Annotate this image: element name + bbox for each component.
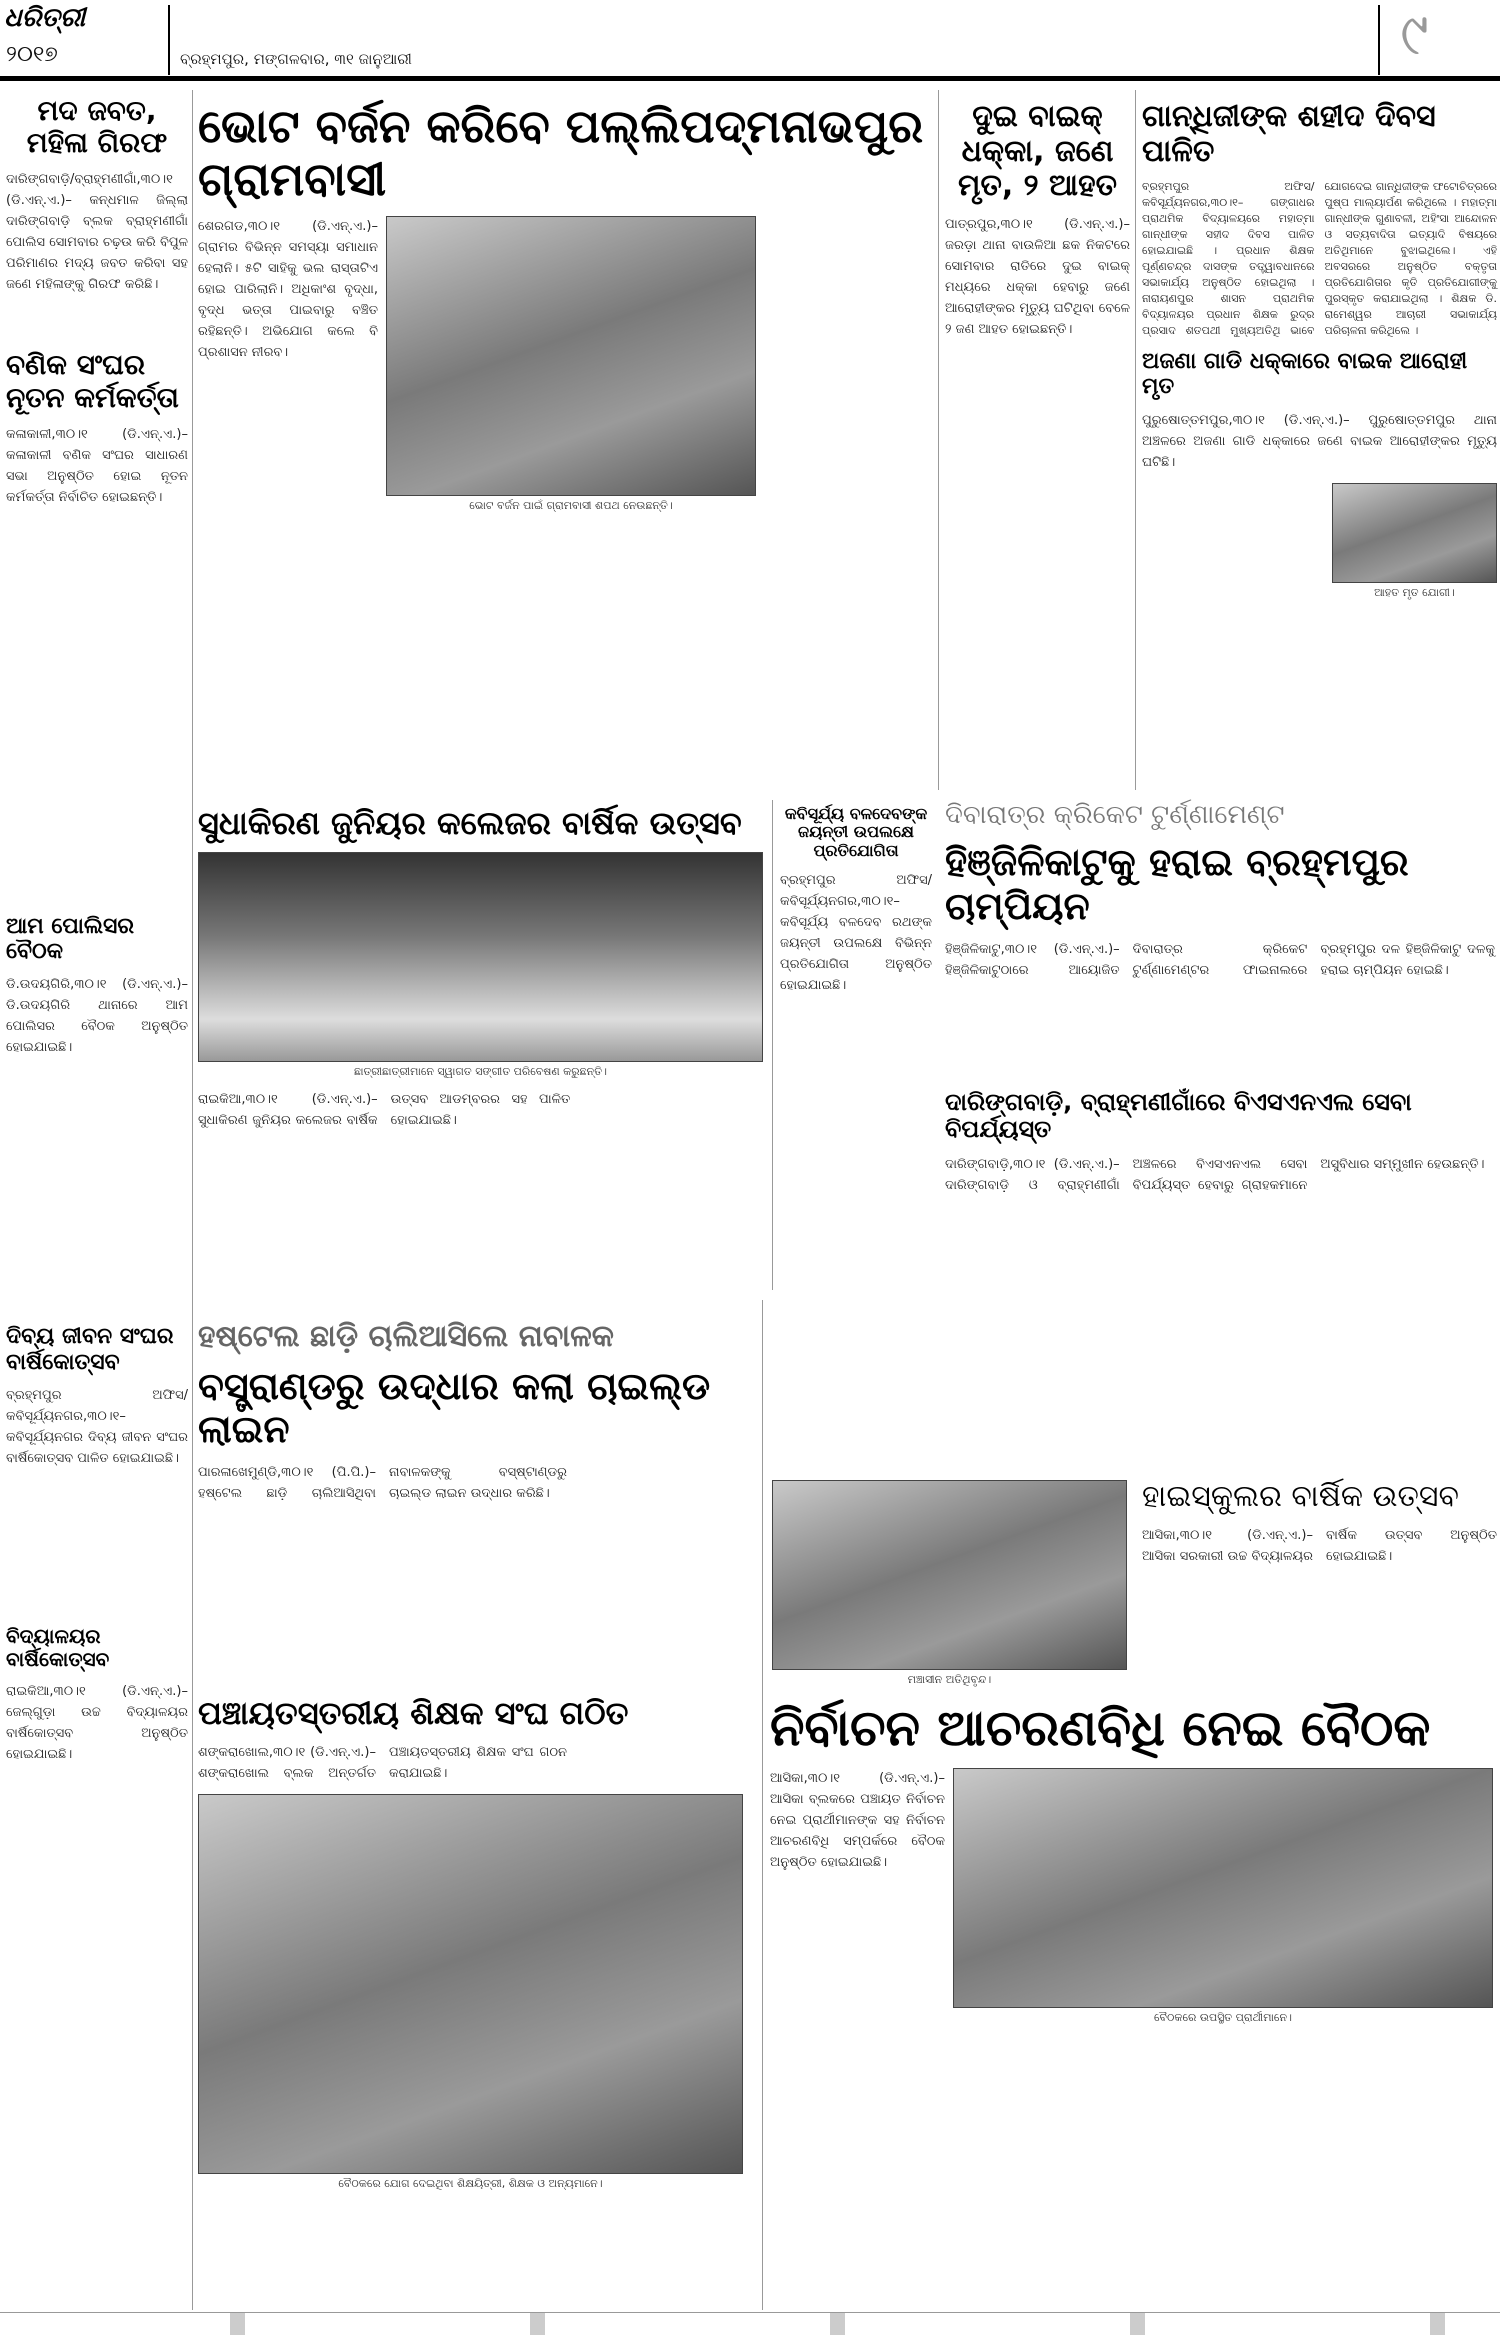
article-body: ଆସିକା,୩୦।୧ (ଡି.ଏନ୍.ଏ.)– ଆସିକା ସରକାରୀ ଉଚ୍ଚ ବିଦ୍ୟାଳୟର ବାର୍ଷିକ ଉତ୍ସବ ଅନୁଷ୍ଠିତ ହୋଇଯାଇଛି। — [1142, 1527, 1497, 1564]
photo-caption: ଭୋଟ ବର୍ଜନ ପାଇଁ ଗ୍ରାମବାସୀ ଶପଥ ନେଉଛନ୍ତି। — [469, 498, 673, 512]
headline: ଅଜଣା ଗାଡି ଧକ୍କାରେ ବାଇକ ଆରୋହୀ ମୃତ — [1142, 349, 1468, 400]
article-body: ଶେରଗଡ,୩୦।୧ (ଡି.ଏନ୍.ଏ.)– ଗ୍ରାମର ବିଭିନ୍ନ ସମସ୍ୟା ସମାଧାନ ହେଲାନି। ୫ଟି ସାହିକୁ ଭଲ ରାସ୍ତାଟିଏ ହୋଇ ପାରିଲାନି। ଅଧିକାଂଶ ବୃଦ୍ଧା, ବୃଦ୍ଧ ଭତ୍ତା ପାଇବାରୁ ବଞ୍ଚିତ ରହିଛନ୍ତି। ଅଭିଯୋଗ କଲେ ବି ପ୍ରଶାସନ ନୀରବ। — [198, 218, 378, 360]
article-body: ଶଙ୍କରାଖୋଲ,୩୦।୧ (ଡି.ଏନ୍.ଏ.)– ଶଙ୍କରାଖୋଲ ବ୍ଲକ ଅନ୍ତର୍ଗତ ପଞ୍ଚାୟତସ୍ତରୀୟ ଶିକ୍ଷକ ସଂଘ ଗଠନ କରାଯାଇଛି। — [198, 1744, 567, 1781]
headline: ଗାନ୍ଧିଜୀଙ୍କ ଶହୀଦ ଦିବସ ପାଳିତ — [1142, 99, 1436, 169]
injured-photo — [1332, 483, 1497, 583]
headline: ବିଦ୍ୟାଳୟର ବାର୍ଷିକୋତ୍ସବ — [6, 1623, 110, 1671]
photo-figure — [772, 1480, 1127, 1687]
left-column — [6, 95, 188, 1765]
article-body: ଦାରିଙ୍ଗବାଡ଼ି/ବ୍ରାହ୍ମଣୀଗାଁ,୩୦।୧ (ଡି.ଏନ୍.ଏ.)– କନ୍ଧମାଳ ଜିଲ୍ଲା ଦାରିଙ୍ଗବାଡ଼ି ବ୍ଲକ ବ୍ରାହ୍ମଣୀଗାଁ ପୋଲିସ ସୋମବାର ଚଢ଼ଉ କରି ବିପୁଳ ପରିମାଣର ମଦ୍ୟ ଜବତ କରିବା ସହ ଜଣେ ମହିଳାଙ୍କୁ ଗିରଫ କରିଛି। — [6, 172, 188, 293]
masthead-dateline: ବ୍ରହ୍ମପୁର, ମଙ୍ଗଳବାର, ୩୧ ଜାନୁଆରୀ — [180, 50, 412, 68]
headline: ଆମ ପୋଲିସର ବୈଠକ — [6, 913, 135, 965]
masthead-rule — [0, 76, 1500, 81]
kicker: ହଷ୍ଟେଲ ଛାଡ଼ି ଚାଲିଆସିଲେ ନାବାଳକ — [198, 1319, 614, 1354]
stage-photo — [772, 1480, 1127, 1670]
headline: ସୁଧାକିରଣ ଜୁନିୟର କଲେଜର ବାର୍ଷିକ ଉତ୍ସବ — [198, 804, 742, 842]
article-body: ରାଇକିଆ,୩୦।୧ (ଡି.ଏନ୍.ଏ.)– ସୁଧାକିରଣ ଜୁନିୟର କଲେଜର ବାର୍ଷିକ ଉତ୍ସବ ଆଡମ୍ବରର ସହ ପାଳିତ ହୋଇଯାଇଛି। — [198, 1091, 571, 1128]
teachers-story — [198, 1695, 758, 2191]
headline: କବିସୂର୍ଯ୍ୟ ବଳଦେବଙ୍କ ଜୟନ୍ତୀ ଉପଲକ୍ଷେ ପ୍ରତିଯୋଗିତା — [784, 804, 928, 860]
photo-caption: ମଞ୍ଚାସୀନ ଅତିଥିବୃନ୍ଦ। — [907, 1673, 992, 1686]
photo-figure — [386, 216, 756, 513]
article-body: ବ୍ରହ୍ମପୁର ଅଫିସ/ କବିସୂର୍ଯ୍ୟନଗର,୩୦।୧– କବିସୂର୍ଯ୍ୟ ବଳଦେବ ରଥଙ୍କ ଜୟନ୍ତୀ ଉପଲକ୍ଷେ ବିଭିନ୍ନ ପ୍ରତିଯୋଗିତା ଅନୁଷ୍ଠିତ ହୋଇଯାଇଛି। — [780, 873, 932, 994]
article-body: ପୁରୁଷୋତ୍ତମପୁର,୩୦।୧ (ଡି.ଏନ୍.ଏ.)– ପୁରୁଷୋତ୍ତମପୁର ଥାନା ଅଞ୍ଚଳରେ ଅଜଣା ଗାଡି ଧକ୍କାରେ ଜଣେ ବାଇକ ଆରୋହୀଙ୍କର ମୃତ୍ୟୁ ଘଟିଛି। — [1142, 412, 1497, 470]
photo-caption: ଛାତ୍ରୀଛାତ୍ରୀମାନେ ସ୍ୱାଗତ ସଙ୍ଗୀତ ପରିବେଷଣ କରୁଛନ୍ତି। — [353, 1064, 607, 1078]
article-body: ପାତ୍ରପୁର,୩୦।୧ (ଡି.ଏନ୍.ଏ.)– ଜରଡ଼ା ଥାନା ବାଉଳିଆ ଛକ ନିକଟରେ ସୋମବାର ରାତିରେ ଦୁଇ ବାଇକ୍ ମଧ୍ୟରେ ଧକ୍କା ହେବାରୁ ଜଣେ ଆରୋହୀଙ୍କର ମୃତ୍ୟୁ ଘଟିଥିବା ବେଳେ ୨ ଜଣ ଆହତ ହୋଇଛନ୍ତି। — [945, 216, 1130, 337]
article-body: ଡି.ଉଦୟଗିରି,୩୦।୧ (ଡି.ଏନ୍.ଏ.)– ଡି.ଉଦୟଗିରି ଥାନାରେ ଆମ ପୋଲିସର ବୈଠକ ଅନୁଷ୍ଠିତ ହୋଇଯାଇଛି। — [6, 977, 188, 1056]
college-photo — [198, 852, 763, 1062]
photo-caption: ବୈଠକରେ ଉପସ୍ଥିତ ପ୍ରାର୍ଥୀମାନେ। — [1154, 2010, 1292, 2024]
photo-caption: ବୈଠକରେ ଯୋଗ ଦେଇଥିବା ଶିକ୍ଷୟିତ୍ରୀ, ଶିକ୍ଷକ ଓ ଅନ୍ୟମାନେ। — [338, 2176, 603, 2190]
hostel-story — [198, 1320, 758, 1504]
divider — [1378, 5, 1380, 75]
column-rule — [938, 90, 939, 790]
lead-story — [198, 100, 933, 513]
election-story — [770, 1700, 1495, 2025]
article-body: ବ୍ରହ୍ମପୁର ଅଫିସ/ କବିସୂର୍ଯ୍ୟନଗର,୩୦।୧– ଗଙ୍ଗାଧର ପ୍ରାଥମିକ ବିଦ୍ୟାଳୟରେ ମହାତ୍ମା ଗାନ୍ଧୀଙ୍କ ସହୀଦ ଦିବସ ପାଳିତ ହୋଇଯାଇଛି । ପ୍ରଧାନ ଶିକ୍ଷକ ପୂର୍ଣ୍ଣଚନ୍ଦ୍ର ଦାସଙ୍କ ତତ୍ତ୍ୱାବଧାନରେ ସଭାକାର୍ଯ୍ୟ ଅନୁଷ୍ଠିତ ହୋଇଥିଲା । ନାରାୟଣପୁର ଶାସନ ପ୍ରାଥମିକ ବିଦ୍ୟାଳୟର ପ୍ରଧାନ ଶିକ୍ଷକ ରୁଦ୍ର ପ୍ରସାଦ ଶତପଥୀ ମୁଖ୍ୟଅତିଥି ଭାବେ ଯୋଗଦେଇ ଗାନ୍ଧିଜୀଙ୍କ ଫଟୋଚିତ୍ରରେ ପୁଷ୍ପ ମାଲ୍ୟାର୍ପଣ କରିଥିଲେ । ମହାତ୍ମା ଗାନ୍ଧୀଙ୍କ ଗୁଣାବଳୀ, ଅହିଂସା ଆନ୍ଦୋଳନ ଓ ସତ୍ୟବାଦିତା ଇତ୍ୟାଦି ବିଷୟରେ ଅତିଥିମାନେ ବୁଝାଇଥିଲେ। ଏହି ଅବସରରେ ଅନୁଷ୍ଠିତ ବକ୍ତୃତା ପ୍ରତିଯୋଗିତାର କୃତି ପ୍ରତିଯୋଗୀଙ୍କୁ ପୁରସ୍କୃତ କରାଯାଇଥିଲା । ଶିକ୍ଷକ ଡି. ରାମେଶ୍ୱର ଆଚାରୀ ସଭାକାର୍ଯ୍ୟ ପରିଚାଳନା କରିଥିଲେ । — [1142, 180, 1497, 337]
headline: ଦୁଇ ବାଇକ୍ ଧକ୍କା, ଜଣେ ମୃତ, ୨ ଆହତ — [958, 99, 1117, 203]
article-body: ରାଇକିଆ,୩୦।୧ (ଡି.ଏନ୍.ଏ.)– ଜେଲ୍ଗୁଡ଼ା ଉଚ୍ଚ ବିଦ୍ୟାଳୟର ବାର୍ଷିକୋତ୍ସବ ଅନୁଷ୍ଠିତ ହୋଇଯାଇଛି। — [6, 1683, 188, 1762]
column-rule — [762, 1300, 763, 2310]
college-story — [198, 805, 763, 1131]
headline: ହିଞ୍ଜିଳିକାଟୁକୁ ହରାଇ ବ୍ରହ୍ମପୁର ଚାମ୍ପିୟନ — [945, 840, 1409, 928]
headline: ବସ୍ତ୍ରାଣ୍ଡରୁ ଉଦ୍ଧାର କଲା ଚାଇଲ୍ଡ ଲାଇନ — [198, 1363, 711, 1452]
column-rule — [1135, 90, 1136, 790]
footer-strip — [0, 2312, 1500, 2335]
cricket-story — [945, 800, 1495, 1196]
masthead — [0, 0, 1500, 80]
photo-caption: ଆହତ ମୃତ ଯୋଗୀ। — [1374, 585, 1455, 599]
article-body: ବ୍ରହ୍ମପୁର ଅଫିସ/କବିସୂର୍ଯ୍ୟନଗର,୩୦।୧– କବିସୂର୍ଯ୍ୟନଗର ଦିବ୍ୟ ଜୀବନ ସଂଘର ବାର୍ଷିକୋତ୍ସବ ପାଳିତ ହୋଇଯାଇଛି। — [6, 1387, 188, 1466]
photo-figure — [198, 852, 763, 1079]
bike-story — [945, 100, 1130, 340]
page-number: ୯ — [1400, 0, 1429, 68]
meeting-photo — [953, 1768, 1493, 2008]
headline: ବଣିକ ସଂଘର ନୂତନ କର୍ମକର୍ତ୍ତା — [6, 348, 179, 414]
article-body: ଆସିକା,୩୦।୧ (ଡି.ଏନ୍.ଏ.)– ଆସିକା ବ୍ଲକରେ ପଞ୍ଚାୟତ ନିର୍ବାଚନ ନେଇ ପ୍ରାର୍ଥୀମାନଙ୍କ ସହ ନିର୍ବାଚନ ଆଚରଣବିଧି ସମ୍ପର୍କରେ ବୈଠକ ଅନୁଷ୍ଠିତ ହୋଇଯାଇଛି। — [770, 1770, 945, 1870]
headline: ପଞ୍ଚାୟତସ୍ତରୀୟ ଶିକ୍ଷକ ସଂଘ ଗଠିତ — [198, 1694, 629, 1732]
headline: ମଦ ଜବତ, ମହିଳା ଗିରଫ — [26, 94, 168, 160]
masthead-logo: ଧରିତ୍ରୀ — [4, 3, 86, 33]
group-photo — [198, 1794, 743, 2174]
divider — [168, 5, 170, 75]
column-rule — [192, 90, 193, 2310]
photo-figure — [1332, 483, 1497, 600]
masthead-year: ୨୦୧୭ — [6, 42, 58, 67]
photo-figure — [198, 1794, 743, 2191]
column-rule — [772, 800, 773, 1290]
article-body: କଳାକାଳୀ,୩୦।୧ (ଡି.ଏନ୍.ଏ.)– କଳାକାଳୀ ବଣିକ ସଂଘର ସାଧାରଣ ସଭା ଅନୁଷ୍ଠିତ ହୋଇ ନୂତନ କର୍ମକର୍ତ୍ତା ନିର୍ବାଚିତ ହୋଇଛନ୍ତି। — [6, 426, 188, 505]
right-column-top — [1142, 100, 1497, 600]
kicker: ଦିବାରାତ୍ର କ୍ରିକେଟ ଟୁର୍ଣ୍ଣାମେଣ୍ଟ — [945, 800, 1285, 830]
article-body: ହିଞ୍ଜିଳିକାଟୁ,୩୦।୧ (ଡି.ଏନ୍.ଏ.)– ହିଞ୍ଜିଳିକାଟୁଠାରେ ଆୟୋଜିତ ଦିବାରାତ୍ର କ୍ରିକେଟ ଟୁର୍ଣ୍ଣାମେଣ୍ଟର ଫାଇନାଲରେ ବ୍ରହ୍ମପୁର ଦଳ ହିଞ୍ଜିଳିକାଟୁ ଦଳକୁ ହରାଇ ଚାମ୍ପିୟନ ହୋଇଛି। — [945, 941, 1495, 978]
headline: ଦାରିଙ୍ଗବାଡ଼ି, ବ୍ରାହ୍ମଣୀଗାଁରେ ବିଏସଏନଏଲ ସେବା ବିପର୍ଯ୍ୟସ୍ତ — [945, 1087, 1412, 1144]
highschool-story — [1142, 1480, 1497, 1567]
headline: ଦିବ୍ୟ ଜୀବନ ସଂଘର ବାର୍ଷିକୋତ୍ସବ — [6, 1324, 174, 1375]
kabisurya-story — [780, 805, 932, 996]
villagers-photo — [386, 216, 756, 496]
photo-figure — [953, 1768, 1493, 2025]
headline: ନିର୍ବାଚନ ଆଚରଣବିଧି ନେଇ ବୈଠକ — [770, 1699, 1431, 1757]
article-body: ଦାରିଙ୍ଗବାଡ଼ି,୩୦।୧ (ଡି.ଏନ୍.ଏ.)– ଦାରିଙ୍ଗବାଡ଼ି ଓ ବ୍ରାହ୍ମଣୀଗାଁ ଅଞ୍ଚଳରେ ବିଏସଏନଏଲ ସେବା ବିପର୍ଯ୍ୟସ୍ତ ହେବାରୁ ଗ୍ରାହକମାନେ ଅସୁବିଧାର ସମ୍ମୁଖୀନ ହେଉଛନ୍ତି। — [945, 1156, 1485, 1193]
headline: ହାଇସ୍କୁଲର ବାର୍ଷିକ ଉତ୍ସବ — [1142, 1479, 1459, 1514]
article-body: ପାରଳାଖେମୁଣ୍ଡି,୩୦।୧ (ପି.ପି.)– ହଷ୍ଟେଲ ଛାଡ଼ି ଚାଲିଆସିଥିବା ନାବାଳକଙ୍କୁ ବସ୍ଷ୍ଟାଣ୍ଡରୁ ଚାଇଲ୍ଡ ଲାଇନ ଉଦ୍ଧାର କରିଛି। — [198, 1464, 567, 1501]
lead-headline: ଭୋଟ ବର୍ଜନ କରିବେ ପଲ୍ଲିପଦ୍ମନାଭପୁର ଗ୍ରାମବାସୀ — [198, 99, 924, 206]
